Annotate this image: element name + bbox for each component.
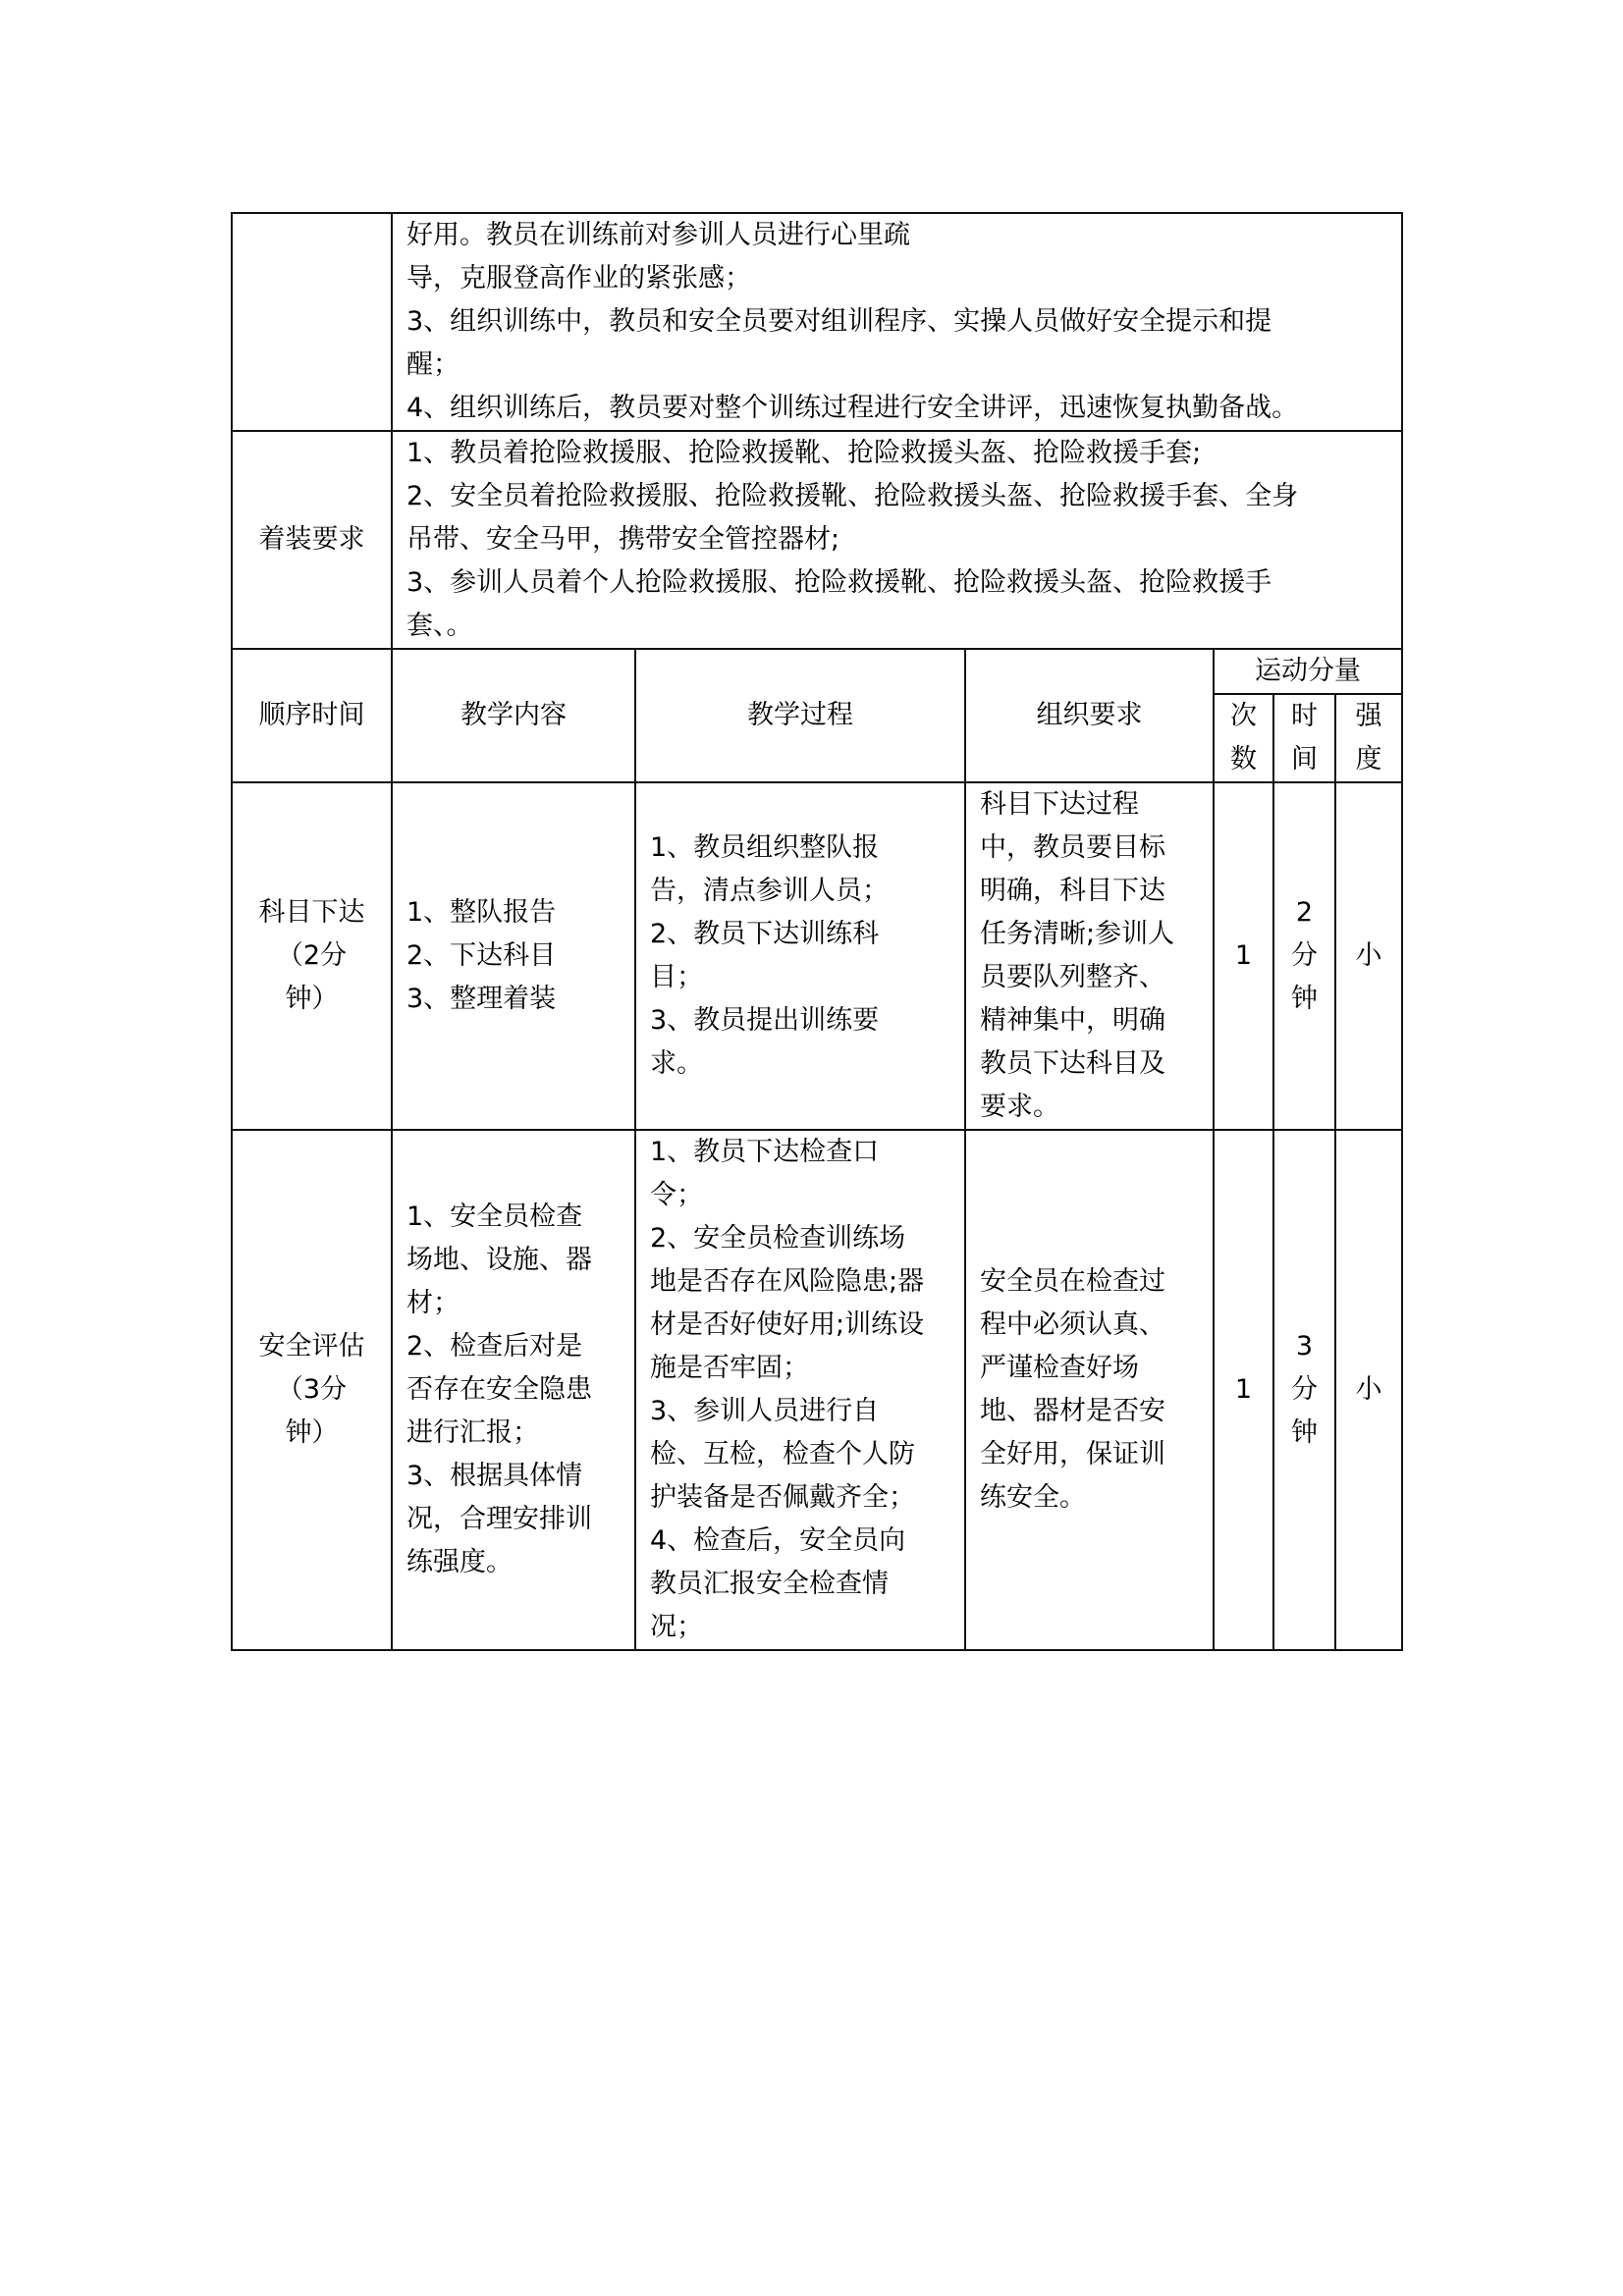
session-content: 1、安全员检查 场地、设施、器 材； 2、检查后对是 否存在安全隐患 进行汇报； 3、根据具体情 况，合理安排训 练强度。 — [392, 1130, 635, 1650]
session-process: 1、教员组织整队报 告，清点参训人员； 2、教员下达训练科 目； 3、教员提出训练要 求。 — [635, 782, 965, 1130]
dress-requirements-text: 1、教员着抢险救援服、抢险救援靴、抢险救援头盔、抢险救援手套; 2、安全员着抢险救援服、抢险救援靴、抢险救援头盔、抢险救援手套、全身 吊带、安全马甲，携带安全管控器材; 3、参训人员着个人抢险救援服、抢险救援靴、抢险救援头盔、抢险救援手 套、。 — [392, 431, 1402, 649]
session-process: 1、教员下达检查口 令； 2、安全员检查训练场 地是否存在风险隐患;器 材是否好使好用;训练设 施是否牢固； 3、参训人员进行自 检、互检，检查个人防 护装备是否佩戴齐全； 4、检查后，安全员向 教员汇报安全检查情 况； — [635, 1130, 965, 1650]
row-label — [232, 213, 392, 431]
header-requirements: 组织要求 — [965, 649, 1214, 782]
header-row — [232, 649, 1402, 694]
session-count: 1 — [1214, 782, 1273, 1130]
session-row — [232, 1130, 1402, 1650]
header-count: 次 数 — [1214, 694, 1273, 782]
header-content: 教学内容 — [392, 649, 635, 782]
training-plan-table — [231, 212, 1403, 1651]
safety-measures-text: 好用。教员在训练前对参训人员进行心里疏 导，克服登高作业的紧张感； 3、组织训练中，教员和安全员要对组训程序、实操人员做好安全提示和提 醒； 4、组织训练后，教员要对整个训练过程进行安全讲评，迅速恢复执勤备战。 — [392, 213, 1402, 431]
header-order-time: 顺序时间 — [232, 649, 392, 782]
session-time: 2 分 钟 — [1273, 782, 1335, 1130]
header-process: 教学过程 — [635, 649, 965, 782]
header-exercise-load: 运动分量 — [1214, 649, 1402, 694]
safety-measures-row — [232, 213, 1402, 431]
session-row — [232, 782, 1402, 1130]
session-count: 1 — [1214, 1130, 1273, 1650]
session-requirements: 科目下达过程 中，教员要目标 明确，科目下达 任务清晰;参训人 员要队列整齐、 精神集中，明确 教员下达科目及 要求。 — [965, 782, 1214, 1130]
session-order-time: 安全评估 （3分 钟） — [232, 1130, 392, 1650]
header-time: 时 间 — [1273, 694, 1335, 782]
dress-requirements-row — [232, 431, 1402, 649]
session-intensity: 小 — [1335, 1130, 1402, 1650]
session-order-time: 科目下达 （2分 钟） — [232, 782, 392, 1130]
session-time: 3 分 钟 — [1273, 1130, 1335, 1650]
dress-requirements-label: 着装要求 — [232, 431, 392, 649]
session-intensity: 小 — [1335, 782, 1402, 1130]
header-intensity: 强 度 — [1335, 694, 1402, 782]
session-content: 1、整队报告 2、下达科目 3、整理着装 — [392, 782, 635, 1130]
session-requirements: 安全员在检查过 程中必须认真、 严谨检查好场 地、器材是否安 全好用，保证训 练安全。 — [965, 1130, 1214, 1650]
